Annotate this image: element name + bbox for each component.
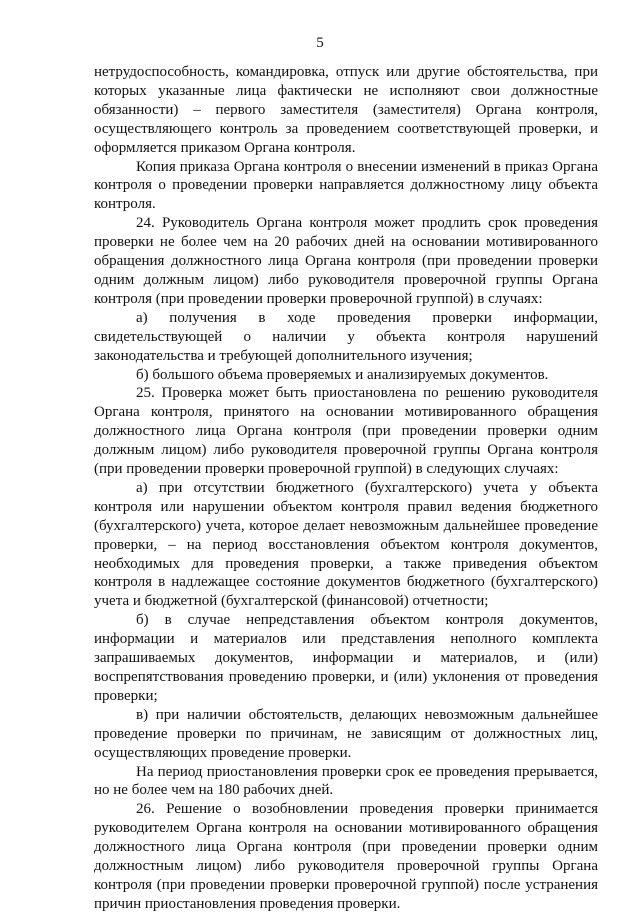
paragraph-suspension-period: На период приостановления проверки срок ее проведения прерывается, но не более чем на 180 рабочих дней.	[94, 763, 598, 799]
paragraph-item-25-a: а) при отсутствии бюджетного (бухгалтерского) учета у объекта контроля или нарушении объектом контроля правил ведения бюджетного (бухгалтерского) учета, которое делает невозможным дальнейшее проведение проверки, – на период восстановления объектом контроля документов, необходимых для проведения проверки, а также приведения объектом контроля в надлежащее состояние документов бюджетного (бухгалтерского) учета и бюджетной (бухгалтерской (финансовой) отчетности;	[94, 479, 598, 610]
paragraph-item-24: 24. Руководитель Органа контроля может продлить срок проведения проверки не более чем на 20 рабочих дней на основании мотивированного обращения должностного лица Органа контроля (при проведении проверки одним должным лицом) либо руководителя проверочной группы Органа контроля (при проведении проверки проверочной группой) в случаях:	[94, 215, 598, 307]
paragraph-order-copy: Копия приказа Органа контроля о внесении изменений в приказ Органа контроля о проведении проверки направляется должностному лицу объекта контроля.	[94, 158, 598, 213]
document-body	[94, 63, 598, 914]
paragraph-continuation: нетрудоспособность, командировка, отпуск или другие обстоятельства, при которых указанные лица фактически не исполняют свои должностные обязанности) – первого заместителя (заместителя) Органа контроля, осуществляющего контроль за проведением соответствующей проверки, и оформляется приказом Органа контроля.	[94, 64, 598, 156]
paragraph-item-25: 25. Проверка может быть приостановлена по решению руководителя Органа контроля, принятого на основании мотивированного обращения должностного лица Органа контроля (при проведении проверки одним должным лицом) либо руководителя проверочной группы Органа контроля (при проведении проверки проверочной группой) в следующих случаях:	[94, 385, 598, 478]
paragraph-item-25-v: в) при наличии обстоятельств, делающих невозможным дальнейшее проведение проверки по причинам, не зависящим от должностных лиц, осуществляющих проведение проверки.	[94, 706, 598, 761]
paragraph-item-24-b: б) большого объема проверяемых и анализируемых документов.	[136, 366, 549, 383]
paragraph-item-24-a: а) получения в ходе проведения проверки информации, свидетельствующей о наличии у объекта контроля нарушений законодательства и требующей дополнительного изучения;	[94, 309, 598, 364]
paragraph-item-26: 26. Решение о возобновлении проведения проверки принимается руководителем Органа контроля на основании мотивированного обращения должностного лица Органа контроля (при проведении проверки одним должностным лицом) либо руководителя проверочной группы Органа контроля (при проведении проверки проверочной группой) после устранения причин приостановления проведения проверки.	[94, 801, 598, 912]
paragraph-item-25-b: б) в случае непредставления объектом контроля документов, информации и материалов или представления неполного комплекта запрашиваемых документов, информации и материалов, и (или) воспрепятствования проведению проверки, и (или) уклонения от проведения проверки;	[94, 612, 598, 704]
page-number: 5	[316, 35, 324, 51]
